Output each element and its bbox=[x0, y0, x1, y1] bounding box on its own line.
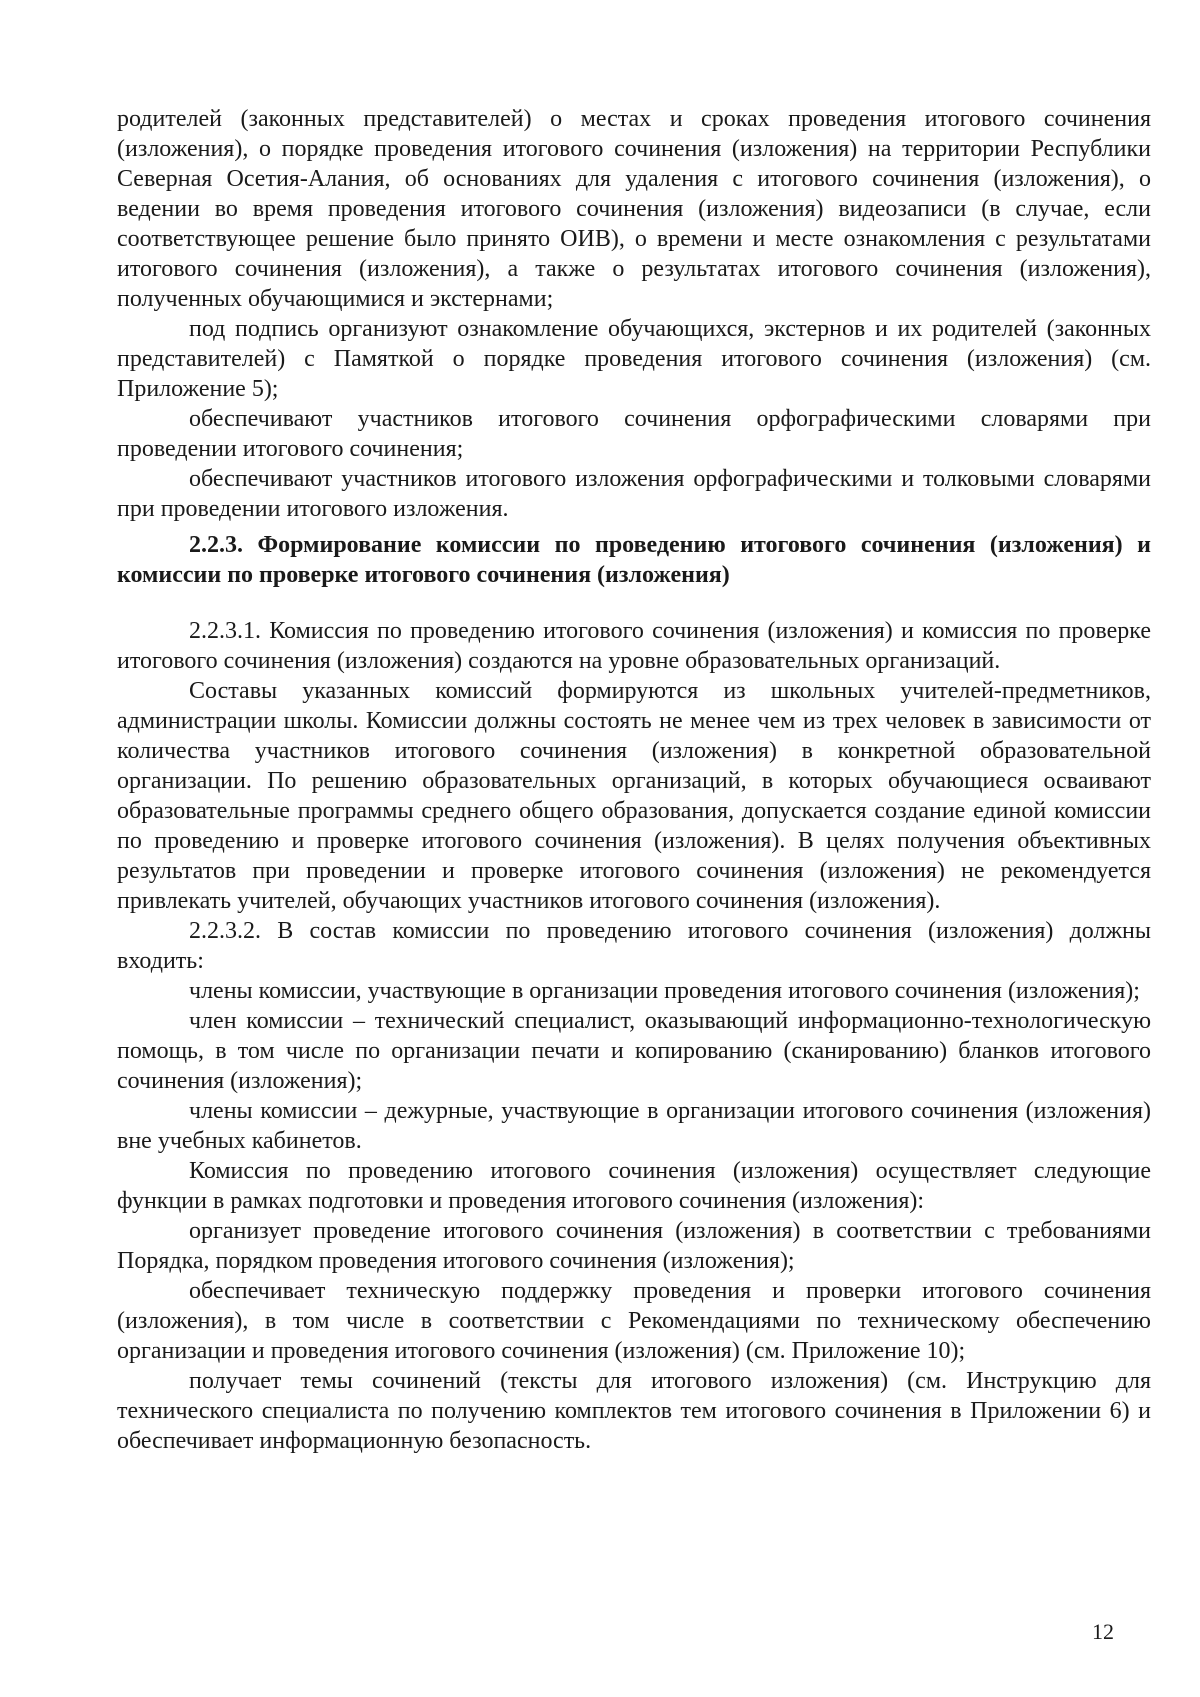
section-heading-2-2-3: 2.2.3. Формирование комиссии по проведению итогового сочинения (изложения) и комиссии по проверке итогового сочинения (изложения) bbox=[117, 532, 1151, 588]
list-item-technical-specialist: член комиссии – технический специалист, оказывающий информационно-технологическую помощь, в том числе по организации печати и копированию (сканированию) бланков итогового сочинения (изложения); bbox=[117, 1008, 1151, 1094]
list-item-organizes-essay: организует проведение итогового сочинения (изложения) в соответствии с требованиями Порядка, порядком проведения итогового сочинения (изложения); bbox=[117, 1218, 1151, 1274]
list-item-commission-members: члены комиссии, участвующие в организации проведения итогового сочинения (изложения); bbox=[189, 978, 1140, 1004]
paragraph-2-2-3-1: 2.2.3.1. Комиссия по проведению итогового сочинения (изложения) и комиссия по проверке итогового сочинения (изложения) создаются на уровне образовательных организаций. bbox=[117, 618, 1151, 674]
paragraph-parents-info: родителей (законных представителей) о местах и сроках проведения итогового сочинения (изложения), о порядке проведения итогового сочинения (изложения) на территории Республики Северная Осетия-Алания, об основаниях для удаления с итогового сочинения (изложения), о ведении во время проведения итогового сочинения (изложения) видеозаписи (в случае, если соответствующее решение было принято ОИВ), о времени и месте ознакомления с результатами итогового сочинения (изложения), а также о результатах итогового сочинения (изложения), полученных обучающимися и экстернами; bbox=[117, 106, 1151, 312]
paragraph-memo-signature: под подпись организуют ознакомление обучающихся, экстернов и их родителей (законных представителей) с Памяткой о порядке проведения итогового сочинения (изложения) (см. Приложение 5); bbox=[117, 316, 1151, 402]
list-item-duty-members: члены комиссии – дежурные, участвующие в организации итогового сочинения (изложения) вне учебных кабинетов. bbox=[117, 1098, 1151, 1154]
paragraph-commission-functions: Комиссия по проведению итогового сочинения (изложения) осуществляет следующие функции в рамках подготовки и проведения итогового сочинения (изложения): bbox=[117, 1158, 1151, 1214]
list-item-technical-support: обеспечивает техническую поддержку проведения и проверки итогового сочинения (изложения), в том числе в соответствии с Рекомендациями по техническому обеспечению организации и проведения итогового сочинения (изложения) (см. Приложение 10); bbox=[117, 1278, 1151, 1364]
page-number: 12 bbox=[1092, 1619, 1114, 1644]
page-body bbox=[117, 104, 1151, 1456]
paragraph-exposition-dictionaries: обеспечивают участников итогового изложения орфографическими и толковыми словарями при проведении итогового изложения. bbox=[117, 466, 1151, 522]
list-item-receives-topics: получает темы сочинений (тексты для итогового изложения) (см. Инструкцию для технического специалиста по получению комплектов тем итогового сочинения в Приложении 6) и обеспечивает информационную безопасность. bbox=[117, 1368, 1151, 1454]
paragraph-commission-composition: Составы указанных комиссий формируются из школьных учителей-предметников, администрации школы. Комиссии должны состоять не менее чем из трех человек в зависимости от количества участников итогового сочинения (изложения) в конкретной образовательной организации. По решению образовательных организаций, в которых обучающиеся осваивают образовательные программы среднего общего образования, допускается создание единой комиссии по проведению и проверке итогового сочинения (изложения). В целях получения объективных результатов при проведении и проверке итогового сочинения (изложения) не рекомендуется привлекать учителей, обучающих участников итогового сочинения (изложения). bbox=[117, 678, 1151, 914]
paragraph-essay-dictionaries: обеспечивают участников итогового сочинения орфографическими словарями при проведении итогового сочинения; bbox=[117, 406, 1151, 462]
paragraph-2-2-3-2: 2.2.3.2. В состав комиссии по проведению итогового сочинения (изложения) должны входить: bbox=[117, 918, 1151, 974]
